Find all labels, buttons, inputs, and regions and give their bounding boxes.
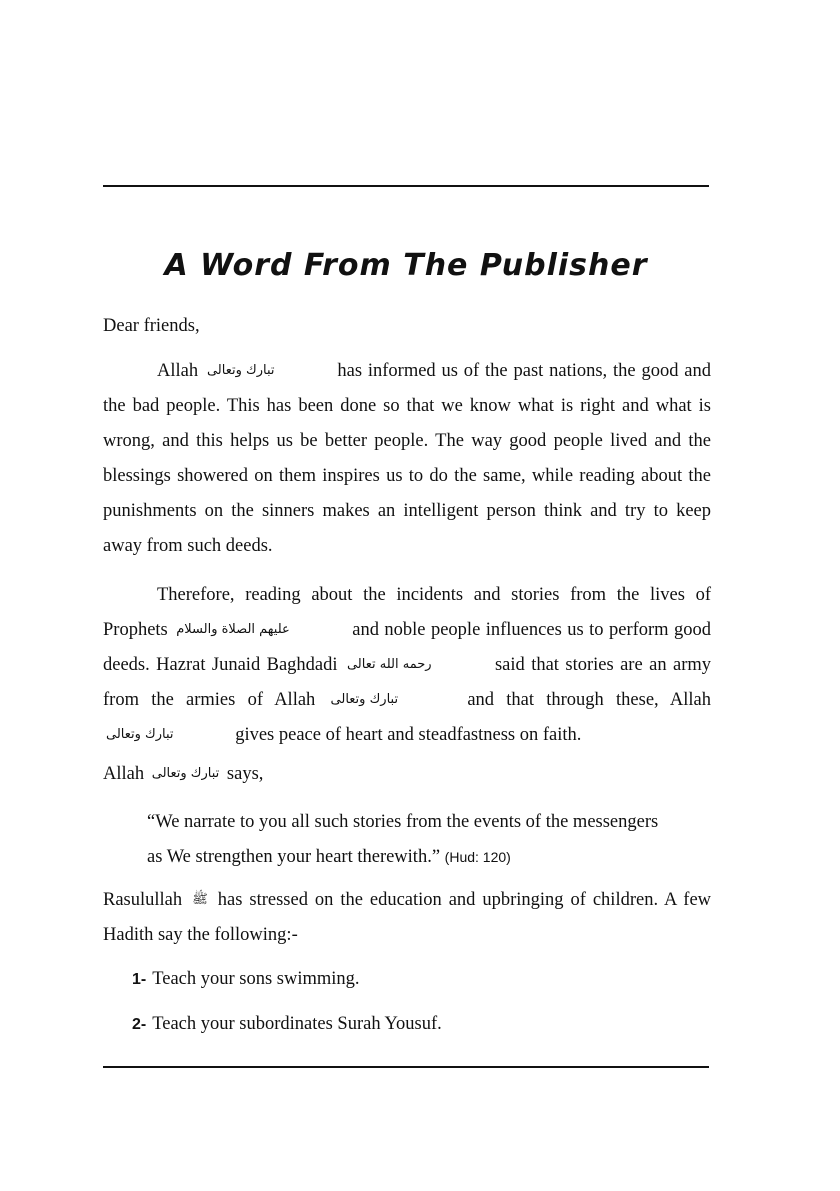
paragraph-2-part-5: gives peace of heart and steadfastness on faith. xyxy=(235,725,582,745)
paragraph-3 xyxy=(103,883,711,953)
prophets-honorific-calligraphy: عليهم الصلاة والسلام xyxy=(176,622,290,637)
paragraph-3-start: Rasulullah xyxy=(103,890,183,910)
allah-says-end: says, xyxy=(226,764,264,784)
list-item xyxy=(132,1007,442,1042)
allah-says-start: Allah xyxy=(103,764,145,784)
list-item-text: Teach your subordinates Surah Yousuf. xyxy=(152,1014,442,1034)
allah-honorific-calligraphy: تبارك وتعالى xyxy=(206,363,275,378)
list-item xyxy=(132,962,360,997)
paragraph-2-part-1: Therefore, reading about the incidents and stories from the lives of Prophets xyxy=(103,585,711,640)
junaid-honorific-calligraphy: رحمه الله تعالى xyxy=(346,657,432,672)
quran-quote xyxy=(147,805,677,875)
paragraph-1-rest: has informed us of the past nations, the good and the bad people. This has been done so that we know what is right and what is wrong, and this helps us be better people. The way good people lived and the blessings showered on them inspires us to do the same, while reading about the punishments on the sinners makes an intelligent person think and try to keep away from such deeds. xyxy=(103,361,712,556)
rasulullah-honorific-calligraphy: ﷺ xyxy=(192,892,208,907)
allah-honorific-calligraphy-4: تبارك وتعالى xyxy=(151,766,220,781)
list-item-text: Teach your sons swimming. xyxy=(152,969,360,989)
quote-reference: (Hud: 120) xyxy=(444,849,511,865)
paragraph-3-rest: has stressed on the education and upbringing of children. A few Hadith say the following:- xyxy=(103,890,712,945)
top-divider xyxy=(103,185,709,187)
list-item-number: 2- xyxy=(132,1016,147,1033)
allah-says-line xyxy=(103,757,711,792)
bottom-divider xyxy=(103,1066,709,1068)
allah-honorific-calligraphy-2: تبارك وتعالى xyxy=(330,692,399,707)
paragraph-1 xyxy=(103,354,711,564)
paragraph-2 xyxy=(103,578,711,753)
paragraph-2-part-4: and that through these, Allah xyxy=(467,690,711,710)
allah-honorific-calligraphy-3: تبارك وتعالى xyxy=(106,727,174,742)
paragraph-1-start: Allah xyxy=(157,361,199,381)
page-title: A Word From The Publisher xyxy=(164,248,648,284)
quote-text: “We narrate to you all such stories from the events of the messengers as We strengthen your heart therewith.” xyxy=(147,812,659,867)
paragraph-2-part-2: and noble people influences us to perform good deeds. Hazrat Junaid Baghdadi xyxy=(103,620,712,675)
salutation: Dear friends, xyxy=(103,316,200,336)
list-item-number: 1- xyxy=(132,971,147,988)
paragraph-2-part-3: said that stories are an army from the armies of Allah xyxy=(103,655,712,710)
